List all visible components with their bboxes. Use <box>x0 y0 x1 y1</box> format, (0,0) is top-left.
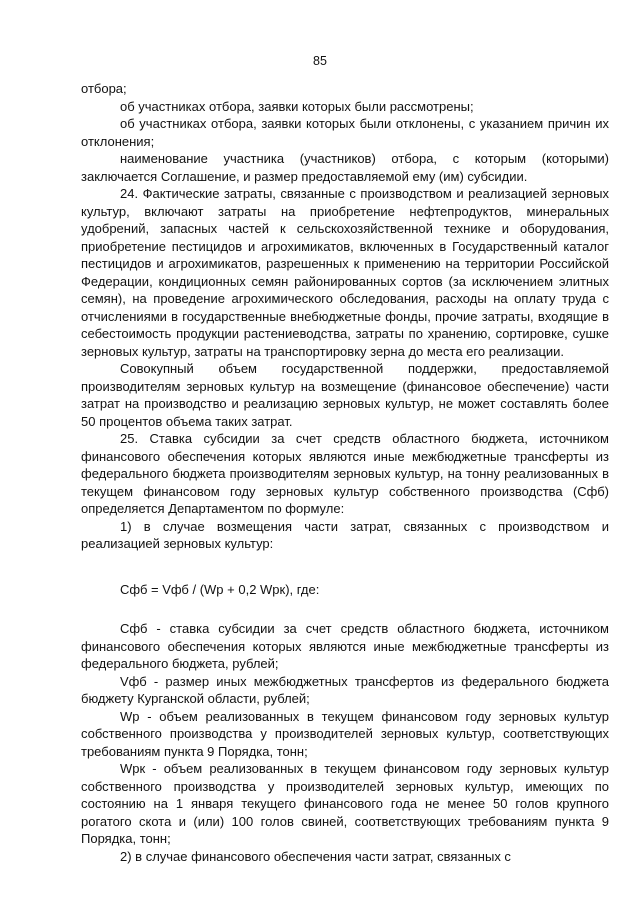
definition-vfb: Vфб - размер иных межбюджетных трансфертов из федерального бюджета бюджету Курганской области, рублей; <box>81 673 609 706</box>
definition-wpk: Wpк - объем реализованных в текущем финансовом году зерновых культур собственного производства у производителей зерновых культур, имеющих по состоянию на 1 января текущего финансового года не менее 50 голов крупного рогатого скота и (или) 100 голов свиней, соответствующих требованиям пункта 9 Порядка, тонн; <box>81 761 609 846</box>
paragraph-clause-25: 25. Ставка субсидии за счет средств областного бюджета, источником финансового обеспечения которых являются иные межбюджетные трансферты из федерального бюджета производителям зерновых культур, на тонну реализованных в текущем финансовом году зерновых культур собственного производства (Сфб) определяется Департаментом по формуле: <box>81 431 609 516</box>
paragraph-support-volume: Совокупный объем государственной поддержки, предоставляемой производителям зерновых культур на возмещение (финансовое обеспечение) части затрат на производство и реализацию зерновых культур, не может составлять более 50 процентов объема таких затрат. <box>81 361 609 429</box>
paragraph-case-1: 1) в случае возмещения части затрат, связанных с производством и реализацией зерновых культур: <box>81 518 609 551</box>
definition-wp: Wp - объем реализованных в текущем финансовом году зерновых культур собственного производства у производителей зерновых культур, соответствующих требованиям пункта 9 Порядка, тонн; <box>81 708 609 759</box>
page-number: 85 <box>313 54 327 68</box>
document-body <box>81 80 609 865</box>
paragraph-considered-participants: об участниках отбора, заявки которых были рассмотрены; <box>120 98 474 114</box>
paragraph-selection-end: отбора; <box>81 81 127 96</box>
subsidy-formula: Сфб = Vфб / (Wp + 0,2 Wpк), где: <box>120 581 320 597</box>
paragraph-clause-24: 24. Фактические затраты, связанные с производством и реализацией зерновых культур, включают затраты на приобретение нефтепродуктов, минеральных удобрений, запасных частей к сельскохозяйственной технике и оборудования, приобретение пестицидов и агрохимикатов, включенных в Государственный каталог пестицидов и агрохимикатов, разрешенных к применению на территории Российской Федерации, кондиционных семян районированных сортов (за исключением элитных семян), на проведение агрохимического обследования, расходы на оплату труда с отчислениями в государственные внебюджетные фонды, прочие затраты, входящие в себестоимость продукции растениеводства, затраты по хранению, сортировке, сушке зерновых культур, затраты на транспортировку зерна до места его реализации. <box>81 186 609 359</box>
paragraph-rejected-participants: об участниках отбора, заявки которых были отклонены, с указанием причин их отклонения; <box>81 116 609 149</box>
paragraph-case-2: 2) в случае финансового обеспечения части затрат, связанных с <box>120 848 511 864</box>
definition-sfb: Сфб - ставка субсидии за счет средств областного бюджета, источником финансового обеспечения которых являются иные межбюджетные трансферты из федерального бюджета, рублей; <box>81 621 609 671</box>
paragraph-agreement-participant: наименование участника (участников) отбора, с которым (которыми) заключается Соглашение, и размер предоставляемой ему (им) субсидии. <box>81 151 609 184</box>
